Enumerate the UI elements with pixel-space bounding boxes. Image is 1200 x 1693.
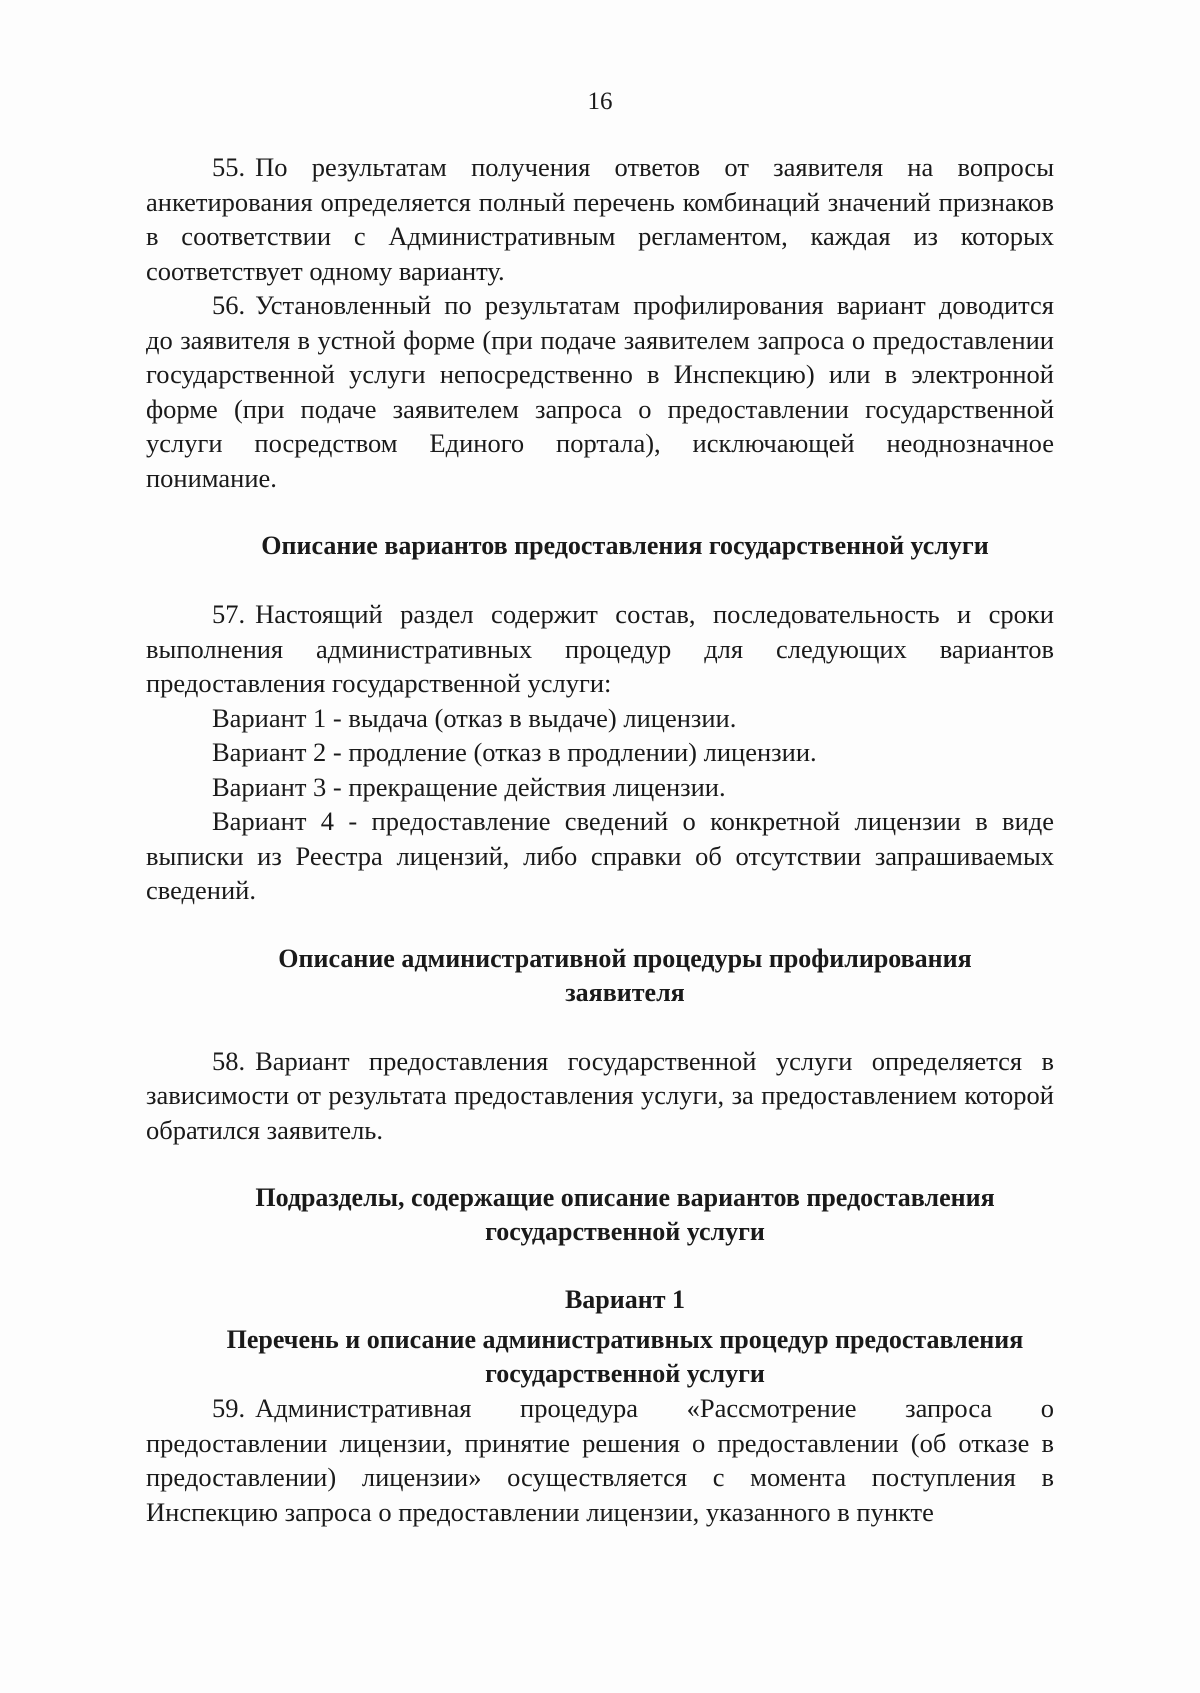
variant-heading: Вариант 1 bbox=[564, 1285, 686, 1314]
variant-item-3: Вариант 3 - прекращение действия лицензии. bbox=[212, 771, 726, 802]
document-body bbox=[146, 150, 1054, 1529]
paragraph-59 bbox=[146, 1391, 1054, 1529]
paragraph-57 bbox=[146, 597, 1054, 701]
variant-item-2: Вариант 2 - продление (отказ в продлении) лицензии. bbox=[212, 737, 817, 767]
section-heading-line: государственной услуги bbox=[485, 1217, 765, 1246]
section-heading-line: Подразделы, содержащие описание вариантов предоставления bbox=[255, 1183, 995, 1212]
spacer bbox=[146, 495, 1054, 529]
spacer bbox=[146, 563, 1054, 597]
paragraph-text: Установленный по результатам профилирования вариант доводится до заявителя в устной форме (при подаче заявителем запроса о предоставлении государственной услуги непосредственно в Инспекцию) или в электронной форме (при подаче заявителем запроса о предоставлении государственной услуги посредством Единого портала), исключающей неоднозначное понимание. bbox=[146, 290, 1054, 493]
paragraph-55 bbox=[146, 150, 1054, 288]
paragraph-number: 56. bbox=[212, 290, 246, 320]
variant-item-4: Вариант 4 - предоставление сведений о конкретной лицензии в виде выписки из Реестра лицензий, либо справки об отсутствии запрашиваемых сведений. bbox=[146, 806, 1054, 905]
spacer bbox=[146, 1010, 1054, 1044]
paragraph-number: 58. bbox=[212, 1045, 246, 1076]
paragraph-text: По результатам получения ответов от заявителя на вопросы анкетирования определяется полный перечень комбинаций значений признаков в соответствии с Административным регламентом, каждая из которых соответствует одному варианту. bbox=[146, 152, 1054, 286]
paragraph-text: Вариант предоставления государственной услуги определяется в зависимости от результата предоставления услуги, за предоставлением которой обратился заявитель. bbox=[146, 1045, 1054, 1145]
paragraph-number: 55. bbox=[212, 152, 246, 182]
paragraph-number: 59. bbox=[212, 1393, 246, 1423]
spacer bbox=[146, 1147, 1054, 1181]
paragraph-text: Настоящий раздел содержит состав, последовательность и сроки выполнения административных процедур для следующих вариантов предоставления государственной услуги: bbox=[146, 599, 1054, 698]
section-heading-line: Перечень и описание административных процедур предоставления bbox=[226, 1325, 1024, 1354]
paragraph-text: Административная процедура «Рассмотрение запроса о предоставлении лицензии, принятие решения о предоставлении (об отказе в предоставлении) лицензии» осуществляется с момента поступления в Инспекцию запроса о предоставлении лицензии, указанного в пункте bbox=[146, 1393, 1054, 1527]
section-heading-line: Описание административной процедуры профилирования bbox=[278, 943, 972, 973]
variant-item-1: Вариант 1 - выдача (отказ в выдаче) лицензии. bbox=[212, 702, 737, 733]
section-heading-line: государственной услуги bbox=[485, 1359, 765, 1388]
paragraph-number: 57. bbox=[212, 599, 246, 629]
section-heading-line: заявителя bbox=[565, 977, 685, 1007]
paragraph-58 bbox=[146, 1044, 1054, 1148]
spacer bbox=[146, 1249, 1054, 1283]
section-heading: Описание вариантов предоставления государственной услуги bbox=[261, 531, 989, 560]
paragraph-56 bbox=[146, 288, 1054, 495]
page-number: 16 bbox=[587, 88, 613, 115]
spacer bbox=[146, 908, 1054, 942]
